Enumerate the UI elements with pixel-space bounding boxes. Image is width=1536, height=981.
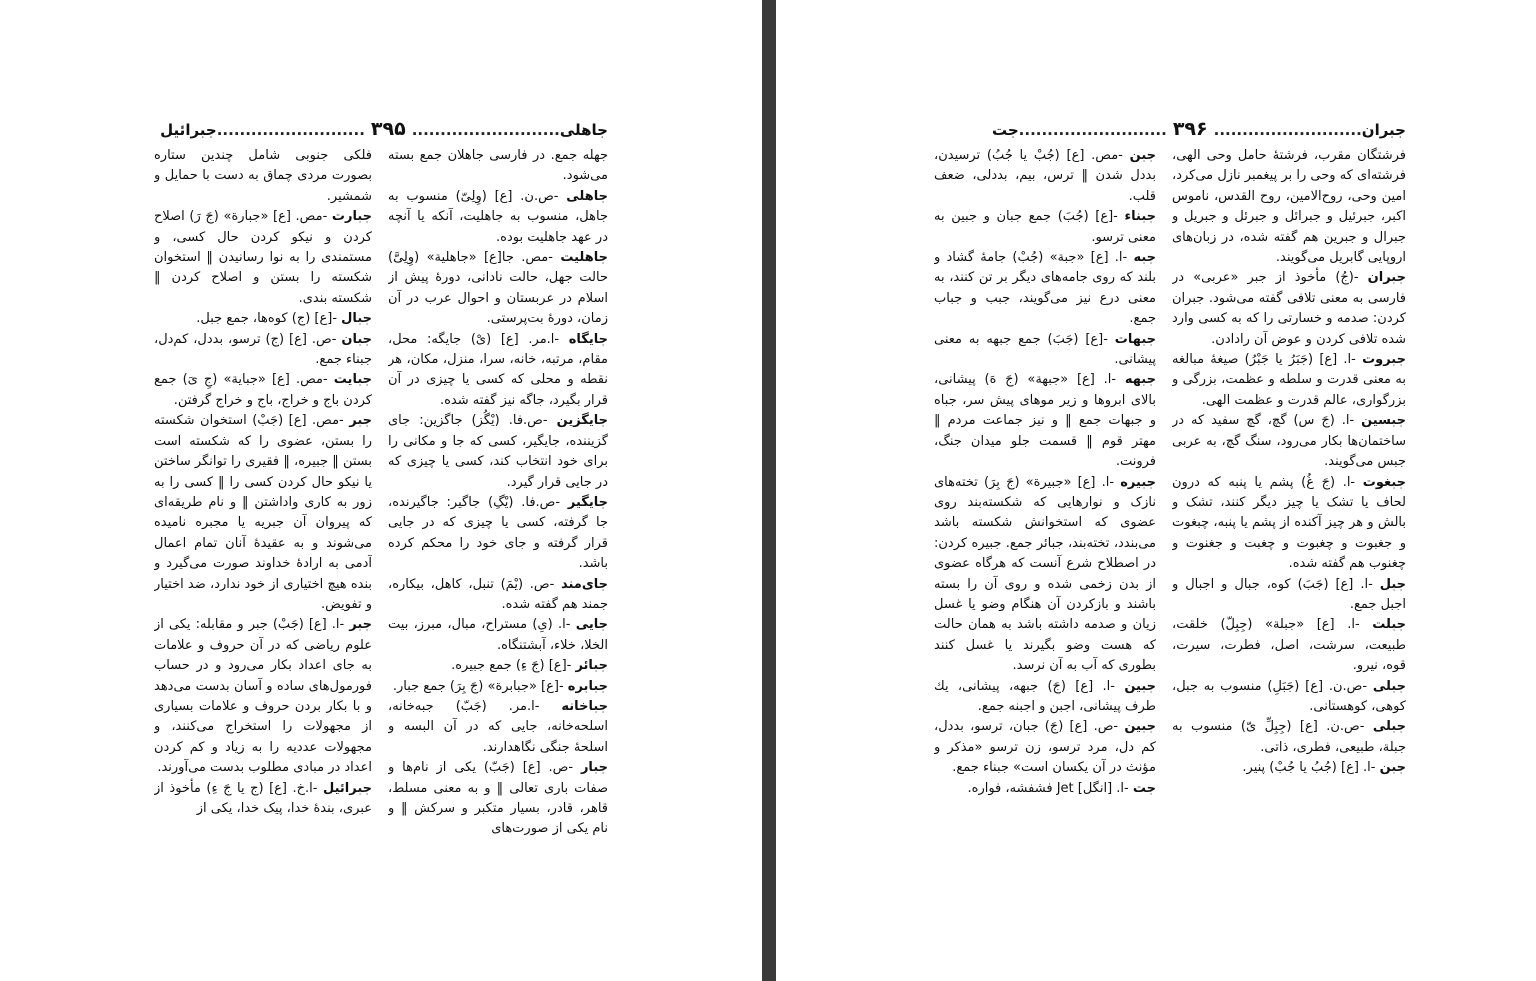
dictionary-entry xyxy=(388,330,608,412)
entry-definition: -ا. [ع] (جَبْ) جبر و مقابله: یکی از علوم ریاضی که در آن حروف و علامات به جای اعداد بکار می‌رود و در حساب فورمول‌های ساده و آسان بدست می‌دهد و با بکار بردن حروف و علامات بسیاری از مجهولات را استخراج می‌کنند، و مجهولات عددیه را به زیاد و کم کردن اعداد در مبادی مطلوب بدست می‌آورند. xyxy=(154,617,372,776)
entry-definition: -مص. جا[ع] «جاهلیة» (وِلِیَّ) حالت جهل، حالت نادانی، دورهٔ پیش از اسلام در عربستان و احوال عرب در آن زمان، دورهٔ بت‌پرستی. xyxy=(388,250,608,327)
left-page-right-column xyxy=(388,146,608,846)
entry-definition: -ص.ن. [ع] (جَبَلِ) منسوب به جبل، کوهی، کوهستانی. xyxy=(1172,678,1406,714)
entry-headword: جبر xyxy=(349,617,372,633)
dictionary-entry xyxy=(388,187,608,248)
entry-headword: جبل xyxy=(1379,576,1406,592)
dictionary-entry xyxy=(934,779,1156,799)
entry-headword: جبن xyxy=(1379,760,1406,776)
dictionary-entry xyxy=(1172,146,1406,268)
dictionary-entry xyxy=(1172,473,1406,575)
entry-definition: -(جُ) مأخوذ از جبر «عربی» در فارسی به معنی تلافی گفته می‌شود. جبران کردن: صدمه و خسارتی را که به کسی وارد شده تلافی کردن و عوض آن رادادن. xyxy=(1172,270,1406,347)
entry-headword: جبلت xyxy=(1372,617,1406,633)
left-page-number: ۳۹۵ xyxy=(370,118,406,140)
entry-definition: -ص. [ع] (جَبّ) یکی از نام‌ها و صفات باری تعالی ‖ و به معنی مسلط، قاهر، قادر، بسیار متکبر و سرکش ‖ و نام یکی از صورت‌های xyxy=(388,760,608,837)
right-header-dots: .......................... xyxy=(1213,121,1362,139)
entry-headword: جبارت xyxy=(331,209,372,225)
entry-headword: جبال xyxy=(341,311,372,327)
dictionary-entry xyxy=(154,207,372,309)
dictionary-entry xyxy=(388,697,608,758)
entry-definition: -ا. (جَ س) گچ، گچ سفید که در ساختمان‌ها بکار می‌رود، سنگ گچ، به عربی جبس می‌گویند. xyxy=(1172,413,1406,470)
dictionary-entry xyxy=(934,146,1156,207)
dictionary-entry xyxy=(388,248,608,330)
entry-headword: جبروت xyxy=(1362,352,1406,368)
right-header-guide-word-left: جت xyxy=(991,121,1019,139)
entry-headword: جبن xyxy=(1129,148,1156,163)
entry-headword: جبین xyxy=(1124,719,1156,735)
entry-definition: فرشتگان مقرب، فرشتهٔ حامل وحی الهی، فرشته‌ای که وحی را بر پیغمبر نازل می‌کرد، امین وحی، روح‌الامین، روح القدس، ناموس اکبر، جبرئیل و جبرائل و جبرئل و جبریل و جبرال و جبرین هم گفته شده، در زبان‌های اروپایی گابریل می‌گویند. xyxy=(1172,148,1406,266)
right-page-left-column xyxy=(934,146,1156,846)
entry-definition: -[ع] (جَ ءِ) جمع جبیره. xyxy=(451,658,576,674)
dictionary-entry xyxy=(1172,411,1406,472)
dictionary-entry xyxy=(1172,758,1406,778)
entry-definition: -ص.فا. (یْگِ) جاگیر: جاگیرنده، جا گرفته، کسی یا چیزی که در جایی قرار گرفته و جای خود را محکم کرده باشد. xyxy=(388,494,608,572)
entry-definition: -مص. [ع] (جُبْ یا جُبُ) ترسیدن، بددل شدن ‖ ترس، بیم، بددلی، ضعف قلب. xyxy=(934,148,1156,204)
left-header-guide-word-right: جاهلی xyxy=(559,121,608,139)
entry-definition: -ا. [ع] «جبلة» (جِبِلّ) خلقت، طبیعت، سرشت، اصل، فطرت، سیرت، قوه، نیرو. xyxy=(1172,617,1406,674)
entry-headword: جبلی xyxy=(1372,678,1406,694)
dictionary-entry xyxy=(388,575,608,616)
entry-headword: جباخانه xyxy=(561,698,608,714)
entry-headword: جبهات xyxy=(1114,331,1156,347)
dictionary-entry xyxy=(388,493,608,575)
entry-headword: جاهلیت xyxy=(560,250,608,266)
entry-definition: -ا. [ع] (جَ) جبهه، پیشانی، یك طرف پیشانی، اجبن و اجبنه جمع. xyxy=(934,678,1156,714)
entry-definition: -ا.مر. (جَبّ) جبه‌خانه، اسلحه‌خانه، جایی که در آن البسه و اسلحهٔ جنگی نگاهدارند. xyxy=(388,698,608,755)
entry-definition: -ا. [ع] (جُبُ یا جُبْ) پنیر. xyxy=(1242,760,1380,776)
entry-headword: جبه xyxy=(1133,250,1156,266)
entry-headword: جبر xyxy=(349,413,372,429)
dictionary-entry xyxy=(154,309,372,329)
entry-headword: جبران xyxy=(1367,270,1406,286)
left-header-dots: .......................... xyxy=(411,121,560,139)
dictionary-entry xyxy=(154,615,372,778)
entry-definition: -ا.خ. [ع] (ج یا جَ ءِ) مأخوذ از عبری، بندهٔ خدا، پیک خدا، یکی از xyxy=(154,780,372,816)
entry-headword: جایی xyxy=(575,617,608,633)
entry-headword: جبار xyxy=(580,760,608,776)
right-header-guide-word-right: جبران xyxy=(1361,121,1406,139)
entry-headword: جای‌مند xyxy=(560,576,608,592)
entry-definition: -ا. [انگل] Jet فشفشه، فواره. xyxy=(967,780,1133,796)
dictionary-entry xyxy=(154,330,372,371)
dictionary-entry xyxy=(154,370,372,411)
dictionary-entry xyxy=(388,615,608,656)
entry-definition: -[ع] «جبابرة» (جَ بِرَ) جمع جبار. xyxy=(392,678,568,694)
entry-headword: جاهلی xyxy=(566,188,608,204)
entry-headword: جبهه xyxy=(1124,372,1156,388)
entry-definition: -ا. [ع] «جبیرة» (جَ بِرَ) تخته‌های نازک و نوارهایی که شکسته‌بند روی عضوی که استخوانش شکسته باشد می‌بندد، تخته‌بند، جبائر جمع. جبیره کردن: در اصطلاح شرع آنست که هرگاه عضوی از بدن زخمی شده و روی آن را بسته باشند و بازکردن آن هنگام وضو یا غسل زیان و صدمه داشته باشد به همان حالت که هست وضو بگیرند یا غسل کنند بطوری که آب به آن نرسد. xyxy=(934,474,1156,674)
entry-headword: جبابره xyxy=(567,678,608,694)
entry-definition: -ا. [ع] «جبة» (جُبْ) جامهٔ گشاد و بلند که روی جامه‌های دیگر بر تن کنند، به معنی درع نیز می‌گویند، جبب و جباب جمع. xyxy=(934,250,1156,327)
entry-headword: جت xyxy=(1132,780,1156,796)
left-header-guide-word-left: جبرائیل xyxy=(160,121,217,139)
right-page xyxy=(776,0,1536,981)
entry-headword: جبین xyxy=(1124,678,1156,694)
dictionary-entry xyxy=(388,656,608,676)
entry-headword: جبیره xyxy=(1120,474,1156,490)
entry-definition: -مص. [ع] «جبایة» (جِ یَ) جمع کردن باج و خراج، باج و خراج گرفتن. xyxy=(154,372,372,408)
dictionary-entry xyxy=(934,330,1156,371)
dictionary-entry xyxy=(1172,575,1406,616)
entry-definition: -مص. [ع] «جبارة» (جَ رَ) اصلاح کردن و نیکو کردن حال کسی، و مستمندی را به نوا رسانیدن ‖ استخوان شکسته را بستن و اصلاح کردن ‖ شکسته بندی. xyxy=(154,209,372,306)
dictionary-entry xyxy=(1172,350,1406,411)
entry-definition: -ا. (یِ) مستراح، مبال، مبرز، بیت الخلا، خلاء، آبشتنگاه. xyxy=(388,617,608,653)
entry-definition: -[ع] (ج) کوه‌ها، جمع جبل. xyxy=(196,311,342,327)
dictionary-entry xyxy=(1172,268,1406,350)
dictionary-entry xyxy=(388,146,608,187)
left-header-dots: .......................... xyxy=(216,121,365,139)
dictionary-entry xyxy=(388,677,608,697)
entry-definition: -ص.ن. [ع] (وِلِیّ) منسوب به جاهل، منسوب به جاهلیت، آنکه یا آنچه در عهد جاهلیت بوده. xyxy=(388,188,608,245)
entry-definition: -ص. [ع] (ج) ترسو، بددل، کم‌دل، جبناء جمع. xyxy=(154,331,372,368)
entry-definition: -[ع] (جُبَ) جمع جبان و جبین به معنی ترسو. xyxy=(934,209,1156,245)
entry-headword: جبلی xyxy=(1372,719,1406,735)
dictionary-entry xyxy=(934,717,1156,778)
entry-headword: جایگاه xyxy=(568,331,608,347)
entry-headword: جبایت xyxy=(333,372,372,388)
right-page-header xyxy=(934,118,1406,140)
entry-headword: جبان xyxy=(341,331,372,347)
entry-headword: جبسین xyxy=(1361,413,1406,429)
entry-headword: جبرائیل xyxy=(322,780,372,796)
dictionary-entry xyxy=(934,248,1156,330)
right-header-dots: .......................... xyxy=(1018,121,1167,139)
entry-headword: جبائر xyxy=(575,658,608,674)
entry-definition: -ص. (یْمَ) تنبل، کاهل، بیکاره، جمند هم گفته شده. xyxy=(388,576,608,612)
entry-definition: -ا. [ع] (جَبَرُ یا جَبْرُ) صیغهٔ مبالغه به معنی قدرت و سلطه و عظمت، بزرگی و بزرگواری، عالم قدرت و عظمت الهی. xyxy=(1172,352,1406,408)
left-page xyxy=(0,0,762,981)
dictionary-entry xyxy=(154,146,372,207)
entry-definition: -ا. [ع] (جَبَ) کوه، جبال و اجبال و اجبل جمع. xyxy=(1172,576,1406,612)
entry-headword: جایگزین xyxy=(556,413,608,429)
entry-definition: جهله جمع. در فارسی جاهلان جمع بسته می‌شود. xyxy=(388,148,608,184)
entry-definition: -مص. [ع] (جَبْ) استخوان شکسته را بستن، عضوی را که شکسته است بستن ‖ جبیره، ‖ فقیری را توانگر ساختن یا نیکو حال کردن کسی را ‖ کسی را به زور به کاری واداشتن ‖ و نام طریقه‌ای که پیروان آن جبریه یا مجبره نامیده می‌شوند و به عقیدهٔ آنان تمام اعمال آدمی به ارادهٔ خداوند صورت می‌گیرد و بنده هیچ اختیاری از خود ندارد، ضد اختیار و تفویض. xyxy=(154,413,372,612)
entry-definition: -[ع] (جَبَ) جمع جبهه به معنی پیشانی. xyxy=(934,331,1156,368)
dictionary-entry xyxy=(388,411,608,493)
dictionary-entry xyxy=(1172,615,1406,676)
dictionary-entry xyxy=(154,411,372,615)
entry-definition: -ا.مر. [ع] (یْ) جایگه: محل، مقام، مرتبه، خانه، سرا، منزل، مکان، هر نقطه و محلی که کسی یا چیزی در آن قرار بگیرد، جاگه نیز گفته شده. xyxy=(388,331,608,408)
entry-definition: -ا. [ع] «جبهة» (جَ هَ) پیشانی، بالای ابروها و زیر موهای پیش سر، جباه و جبهات جمع ‖ و نیز جماعت مردم ‖ مهتر قوم ‖ قسمت جلو میدان جنگ، فرونت. xyxy=(934,372,1156,470)
entry-headword: جبغوت xyxy=(1362,474,1406,490)
dictionary-entry xyxy=(934,473,1156,677)
book-spine xyxy=(762,0,776,981)
left-page-header xyxy=(152,118,608,140)
dictionary-entry xyxy=(934,207,1156,248)
entry-definition: -ص.فا. (یْگُز) جاگزین: جای گزیننده، جایگیر، کسی که جا و مکانی را برای خود انتخاب کند، کسی یا چیزی که در جایی قرار گیرد. xyxy=(388,413,608,490)
entry-headword: جبناء xyxy=(1124,209,1156,225)
right-page-right-column xyxy=(1172,146,1406,846)
dictionary-entry xyxy=(1172,717,1406,758)
entry-headword: جایگیر xyxy=(567,494,608,510)
dictionary-entry xyxy=(934,370,1156,472)
entry-definition: -ص. [ع] (جَ) جبان، ترسو، بددل، کم دل، مرد ترسو، زن ترسو «مذکر و مؤنث در آن یکسان است» جبناء جمع. xyxy=(934,719,1156,776)
entry-definition: -ا. (جَ غُ) پشم یا پنبه که درون لحاف یا تشک یا چیز دیگر کنند، تشک و بالش و هر چیز آکنده از پشم یا پنبه، چبغوت و جغبوت و چغبوت و چغبت و جغنوت و چغنوب هم گفته شده. xyxy=(1172,474,1406,572)
dictionary-entry xyxy=(934,677,1156,718)
entry-definition: -ص.ن. [ع] (جِبِلِّ یّ) منسوب به جبلة، طبیعی، فطری، ذاتی. xyxy=(1172,719,1406,755)
dictionary-entry xyxy=(154,779,372,820)
left-page-left-column xyxy=(154,146,372,846)
entry-definition: فلکی جنوبی شامل چندین ستاره بصورت مردی چماق به دست با حمایل و شمشیر. xyxy=(154,148,372,204)
right-page-number: ۳۹۶ xyxy=(1172,118,1208,140)
dictionary-entry xyxy=(388,758,608,840)
dictionary-entry xyxy=(1172,677,1406,718)
